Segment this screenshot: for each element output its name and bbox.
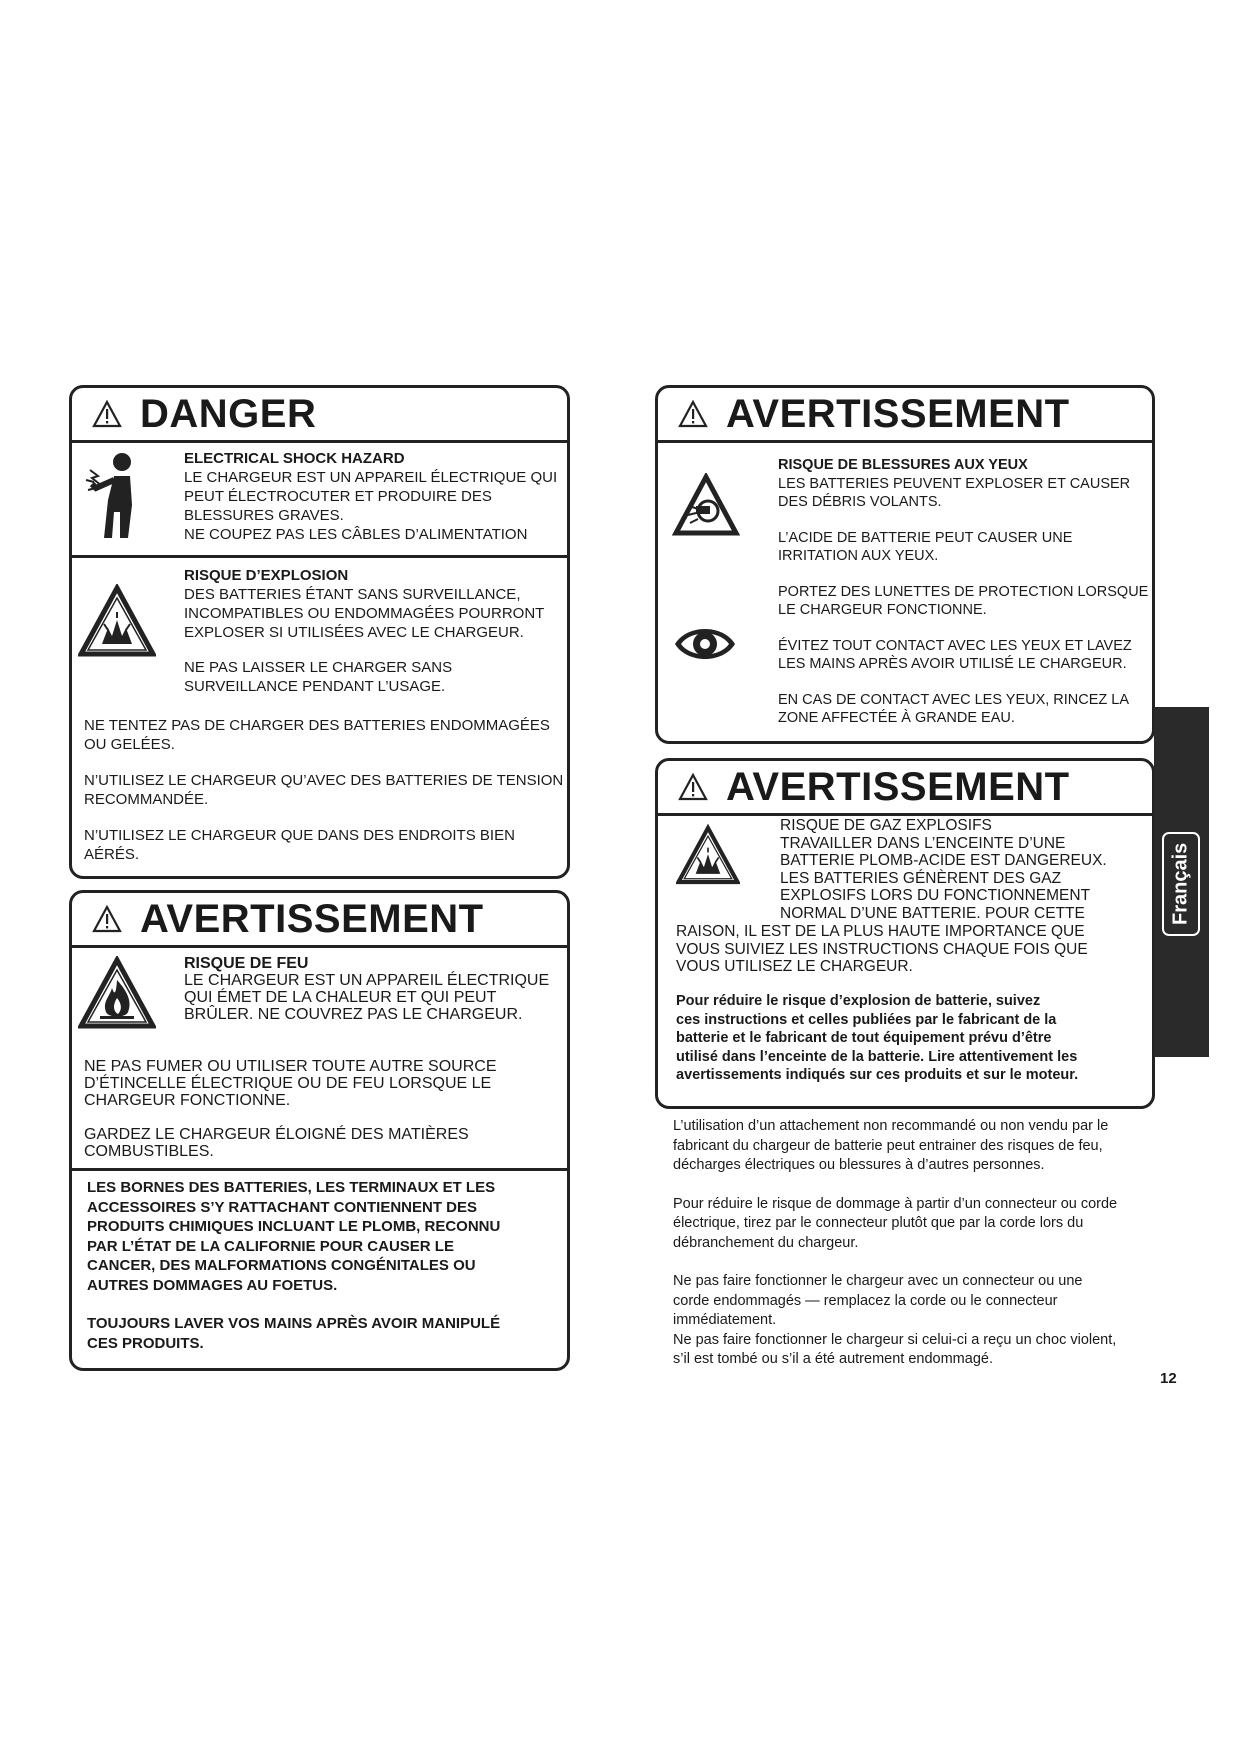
gas-bold-line: Pour réduire le risque d’explosion de batterie, suivez (676, 993, 1041, 1009)
body-line: Ne pas faire fonctionner le chargeur si celui-ci a reçu un choc violent, (673, 1331, 1117, 1348)
gas-bold-line: avertissements indiqués sur ces produits et sur le moteur. (676, 1067, 1079, 1083)
eyes-line: LES BATTERIES PEUVENT EXPLOSER ET CAUSER (778, 475, 1131, 492)
fire-hazard-icon (78, 956, 156, 1030)
fire-text: GARDEZ LE CHARGEUR ÉLOIGNÉ DES MATIÈRES (84, 1126, 469, 1143)
explosion-line: DES BATTERIES ÉTANT SANS SURVEILLANCE, (184, 586, 521, 603)
fire-line: BRÛLER. NE COUVREZ PAS LE CHARGEUR. (184, 1006, 523, 1023)
fire-title: AVERTISSEMENT (140, 896, 484, 941)
body-line: débranchement du chargeur. (673, 1234, 859, 1251)
fire-bold-text: CES PRODUITS. (87, 1334, 204, 1352)
gas-bold-line: ces instructions et celles publiées par le fabricant de la (676, 1011, 1057, 1028)
body-line: décharges électriques ou blessures à d’autres personnes. (673, 1157, 1045, 1173)
explosion-line: INCOMPATIBLES OU ENDOMMAGÉES POURRONT (184, 605, 545, 622)
gas-line: BATTERIE PLOMB-ACIDE EST DANGEREUX. (780, 852, 1107, 870)
fire-warning-box (69, 890, 570, 1371)
fire-paragraphs (84, 1058, 497, 1160)
body-line: immédiatement. (673, 1312, 777, 1328)
body-line: s’il est tombé ou s’il a été autrement endommagé. (673, 1351, 993, 1367)
eyes-line: EN CAS DE CONTACT AVEC LES YEUX, RINCEZ LA (778, 691, 1130, 708)
fire-line: LE CHARGEUR EST UN APPAREIL ÉLECTRIQUE (184, 972, 550, 989)
divider (72, 1168, 567, 1171)
danger-box (69, 385, 570, 879)
shock-line: LE CHARGEUR EST UN APPAREIL ÉLECTRIQUE QUI (184, 469, 558, 486)
shock-line: NE COUPEZ PAS LES CÂBLES D’ALIMENTATION (184, 526, 528, 543)
gas-line: VOUS UTILISEZ LE CHARGEUR. (676, 958, 913, 976)
fire-bold-text: TOUJOURS LAVER VOS MAINS APRÈS AVOIR MANIPULÉ (87, 1315, 501, 1332)
body-line: fabricant du chargeur de batterie peut entrainer des risques de feu, (673, 1137, 1103, 1154)
explosion-title: RISQUE D’EXPLOSION (184, 567, 349, 584)
electric-shock-icon (84, 450, 142, 540)
warning-triangle-icon (92, 905, 122, 933)
gas-line: NORMAL D’UNE BATTERIE. POUR CETTE (780, 904, 1085, 922)
body-line: L’utilisation d’un attachement non recommandé ou non vendu par le (673, 1118, 1109, 1134)
danger-paragraphs (84, 716, 563, 864)
eyes-line: DES DÉBRIS VOLANTS. (778, 494, 942, 510)
explosion-section (184, 566, 544, 696)
warning-triangle-icon (92, 400, 122, 428)
body-text (673, 1117, 1117, 1370)
eyes-line: PORTEZ DES LUNETTES DE PROTECTION LORSQUE (778, 583, 1149, 600)
fire-header (72, 893, 567, 948)
danger-text: OU GELÉES. (84, 736, 175, 753)
language-tab-label: Français (1162, 832, 1200, 936)
eyes-line: LES MAINS APRÈS AVOIR UTILISÉ LE CHARGEUR. (778, 656, 1127, 672)
shock-line: PEUT ÉLECTROCUTER ET PRODUIRE DES (184, 488, 492, 505)
eyes-line: ZONE AFFECTÉE À GRANDE EAU. (778, 710, 1015, 726)
gas-line: RISQUE DE GAZ EXPLOSIFS (780, 817, 992, 834)
gas-line: RAISON, IL EST DE LA PLUS HAUTE IMPORTANCE QUE (676, 923, 1085, 940)
shock-line: BLESSURES GRAVES. (184, 507, 344, 524)
danger-text: N’UTILISEZ LE CHARGEUR QU’AVEC DES BATTERIES DE TENSION (84, 772, 564, 789)
eyes-section (778, 456, 1148, 728)
body-line: Ne pas faire fonctionner le chargeur avec un connecteur ou une (673, 1273, 1083, 1289)
eye-protection-icon (672, 473, 740, 537)
body-line: corde endommagés — remplacez la corde ou le connecteur (673, 1292, 1058, 1309)
language-tab (1154, 707, 1209, 1057)
page-number: 12 (1160, 1370, 1177, 1387)
eyes-line: ÉVITEZ TOUT CONTACT AVEC LES YEUX ET LAVEZ (778, 637, 1132, 654)
fire-subtitle: RISQUE DE FEU (184, 955, 309, 972)
fire-bold-text: LES BORNES DES BATTERIES, LES TERMINAUX ET LES (87, 1179, 496, 1196)
explosion-hazard-icon (78, 584, 156, 658)
fire-bold-text: ACCESSOIRES S’Y RATTACHANT CONTIENNENT DES (87, 1198, 478, 1216)
gas-section (780, 817, 1107, 923)
danger-title: DANGER (140, 391, 317, 436)
explosion-hazard-icon (676, 823, 740, 887)
california-warning (87, 1178, 500, 1353)
gas-line: VOUS SUIVIEZ LES INSTRUCTIONS CHAQUE FOIS QUE (676, 940, 1088, 958)
fire-bold-text: PRODUITS CHIMIQUES INCLUANT LE PLOMB, RECONNU (87, 1218, 501, 1235)
gas-bold-line: batterie et le fabricant de tout équipement prévu d’être (676, 1030, 1052, 1046)
gas-bold-instructions (676, 992, 1078, 1085)
eye-warning-box (655, 385, 1155, 744)
danger-header (72, 388, 567, 443)
eyes-line: IRRITATION AUX YEUX. (778, 548, 939, 564)
warning-triangle-icon (678, 773, 708, 801)
gas-line: EXPLOSIFS LORS DU FONCTIONNEMENT (780, 887, 1091, 905)
eyes-line: LE CHARGEUR FONCTIONNE. (778, 602, 987, 618)
fire-text: CHARGEUR FONCTIONNE. (84, 1092, 291, 1109)
fire-bold-text: CANCER, DES MALFORMATIONS CONGÉNITALES OU (87, 1257, 476, 1274)
fire-bold-text: AUTRES DOMMAGES AU FOETUS. (87, 1276, 338, 1294)
gas-title: AVERTISSEMENT (726, 764, 1070, 809)
gas-continued (676, 923, 1088, 976)
gas-line: LES BATTERIES GÉNÈRENT DES GAZ (780, 869, 1062, 887)
danger-text: N’UTILISEZ LE CHARGEUR QUE DANS DES ENDROITS BIEN (84, 827, 515, 844)
gas-header (658, 761, 1152, 816)
shock-title: ELECTRICAL SHOCK HAZARD (184, 450, 405, 467)
eyes-line: L’ACIDE DE BATTERIE PEUT CAUSER UNE (778, 529, 1073, 546)
eyes-header (658, 388, 1152, 443)
explosion-line: NE PAS LAISSER LE CHARGER SANS (184, 659, 453, 676)
gas-warning-box (655, 758, 1155, 1109)
explosion-line: EXPLOSER SI UTILISÉES AVEC LE CHARGEUR. (184, 624, 524, 641)
fire-text: COMBUSTIBLES. (84, 1143, 214, 1160)
warning-triangle-icon (678, 400, 708, 428)
danger-text: AÉRÉS. (84, 846, 140, 863)
gas-line: TRAVAILLER DANS L’ENCEINTE D’UNE (780, 834, 1066, 852)
fire-line: QUI ÉMET DE LA CHALEUR ET QUI PEUT (184, 989, 497, 1006)
explosion-line: SURVEILLANCE PENDANT L’USAGE. (184, 678, 446, 695)
fire-bold-text: PAR L’ÉTAT DE LA CALIFORNIE POUR CAUSER LE (87, 1237, 454, 1255)
fire-text: D’ÉTINCELLE ÉLECTRIQUE OU DE FEU LORSQUE LE (84, 1075, 492, 1092)
eyes-title: AVERTISSEMENT (726, 391, 1070, 436)
body-line: Pour réduire le risque de dommage à partir d’un connecteur ou corde (673, 1195, 1118, 1212)
danger-text: NE TENTEZ PAS DE CHARGER DES BATTERIES ENDOMMAGÉES (84, 717, 550, 734)
eye-icon (673, 620, 737, 668)
body-line: électrique, tirez par le connecteur plutôt que par la corde lors du (673, 1215, 1084, 1231)
shock-section (184, 449, 557, 544)
fire-text: NE PAS FUMER OU UTILISER TOUTE AUTRE SOURCE (84, 1058, 497, 1075)
gas-bold-line: utilisé dans l’enceinte de la batterie. Lire attentivement les (676, 1048, 1078, 1065)
fire-section (184, 955, 549, 1023)
eyes-subtitle: RISQUE DE BLESSURES AUX YEUX (778, 457, 1028, 473)
divider (72, 555, 567, 558)
danger-text: RECOMMANDÉE. (84, 791, 209, 808)
